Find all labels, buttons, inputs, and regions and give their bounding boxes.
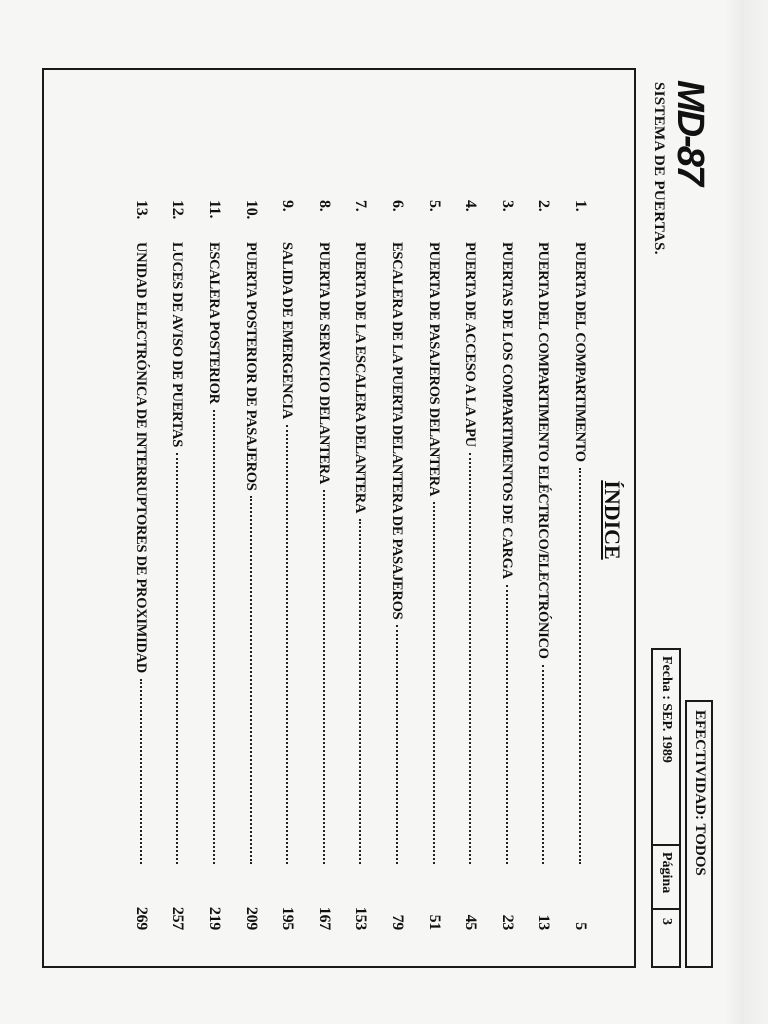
date-label: Fecha : SEP. 1989 [653, 650, 679, 846]
toc-label: PUERTA DE LA ESCALERA DELANTERA [352, 242, 369, 514]
index-title: ÍNDICE [600, 480, 625, 560]
toc-number: 12. [169, 200, 187, 220]
dot-leader [396, 625, 398, 864]
toc-page-number: 79 [389, 914, 407, 930]
toc-number: 10. [242, 200, 260, 220]
dot-leader [579, 468, 581, 864]
table-of-contents [113, 200, 589, 930]
toc-page-number: 257 [169, 906, 187, 930]
toc-row [260, 200, 297, 930]
toc-page-number: 167 [315, 906, 333, 930]
toc-page-number: 195 [279, 906, 297, 930]
document-header [637, 70, 717, 970]
toc-number: 2. [535, 200, 553, 212]
toc-number: 4. [462, 200, 480, 212]
toc-number: 8. [315, 200, 333, 212]
toc-row [516, 200, 553, 930]
toc-number: 9. [279, 200, 297, 212]
page-label: Página [653, 846, 679, 910]
dot-leader [433, 502, 435, 864]
dot-leader [213, 410, 215, 864]
toc-row [150, 200, 187, 930]
toc-label: PUERTA DEL COMPARTIMENTO [572, 242, 588, 462]
toc-number: 5. [425, 200, 443, 212]
toc-number: 6. [389, 200, 407, 212]
toc-row [186, 200, 223, 930]
toc-row [406, 200, 443, 930]
dot-leader [542, 665, 544, 864]
toc-label: SALIDA DE EMERGENCIA [279, 242, 296, 419]
toc-number: 3. [498, 200, 516, 212]
toc-page-number: 219 [206, 906, 224, 930]
toc-label: PUERTA DE SERVICIO DELANTERA [315, 242, 332, 485]
toc-row [113, 200, 150, 930]
toc-row [333, 200, 370, 930]
toc-row [223, 200, 260, 930]
toc-label: PUERTAS DE LOS COMPARTIMENTOS DE CARGA [498, 242, 515, 579]
toc-label: UNIDAD ELECTRÓNICA DE INTERRUPTORES DE PROXIMIDAD [132, 242, 149, 673]
toc-page-number: 23 [498, 914, 516, 930]
toc-page-number: 269 [132, 906, 150, 930]
toc-number: 13. [132, 200, 150, 220]
scan-shadow [725, 0, 768, 1024]
effectivity-box: EFECTIVIDAD: TODOS [685, 700, 713, 968]
toc-number: 7. [352, 200, 370, 212]
md87-logo: MD-87 [669, 80, 711, 185]
dot-leader [506, 585, 508, 864]
dot-leader [286, 425, 288, 864]
toc-label: ESCALERA DE LA PUERTA DELANTERA DE PASAJEROS [389, 242, 406, 620]
toc-label: PUERTA DE ACCESO A LA APU [462, 242, 479, 447]
dot-leader [469, 453, 471, 864]
date-page-box [651, 648, 681, 968]
toc-page-number: 45 [462, 914, 480, 930]
dot-leader [250, 496, 252, 864]
toc-page-number: 153 [352, 906, 370, 930]
toc-label: LUCES DE AVISO DE PUERTAS [169, 242, 186, 447]
rotated-document [37, 70, 717, 970]
toc-row [552, 200, 589, 930]
dot-leader [359, 519, 361, 864]
page-number: 3 [659, 918, 674, 925]
dot-leader [323, 490, 325, 864]
toc-label: ESCALERA POSTERIOR [206, 242, 223, 404]
toc-row [479, 200, 516, 930]
toc-page-number: 51 [425, 914, 443, 930]
toc-label: PUERTA POSTERIOR DE PASAJEROS [242, 242, 259, 491]
toc-number: 11. [206, 200, 224, 219]
toc-page-number: 209 [242, 906, 260, 930]
dot-leader [140, 679, 142, 864]
toc-page-number: 5 [572, 922, 589, 930]
toc-row [443, 200, 480, 930]
toc-label: PUERTA DE PASAJEROS DELANTERA [425, 242, 442, 497]
system-title: SISTEMA DE PUERTAS. [651, 82, 667, 255]
toc-page-number: 13 [535, 914, 553, 930]
toc-row [296, 200, 333, 930]
toc-row [369, 200, 406, 930]
toc-label: PUERTA DEL COMPARTIMENTO ELÉCTRICO/ELECTRÓNICO [535, 242, 552, 659]
toc-number: 1. [572, 200, 589, 212]
dot-leader [176, 453, 178, 864]
